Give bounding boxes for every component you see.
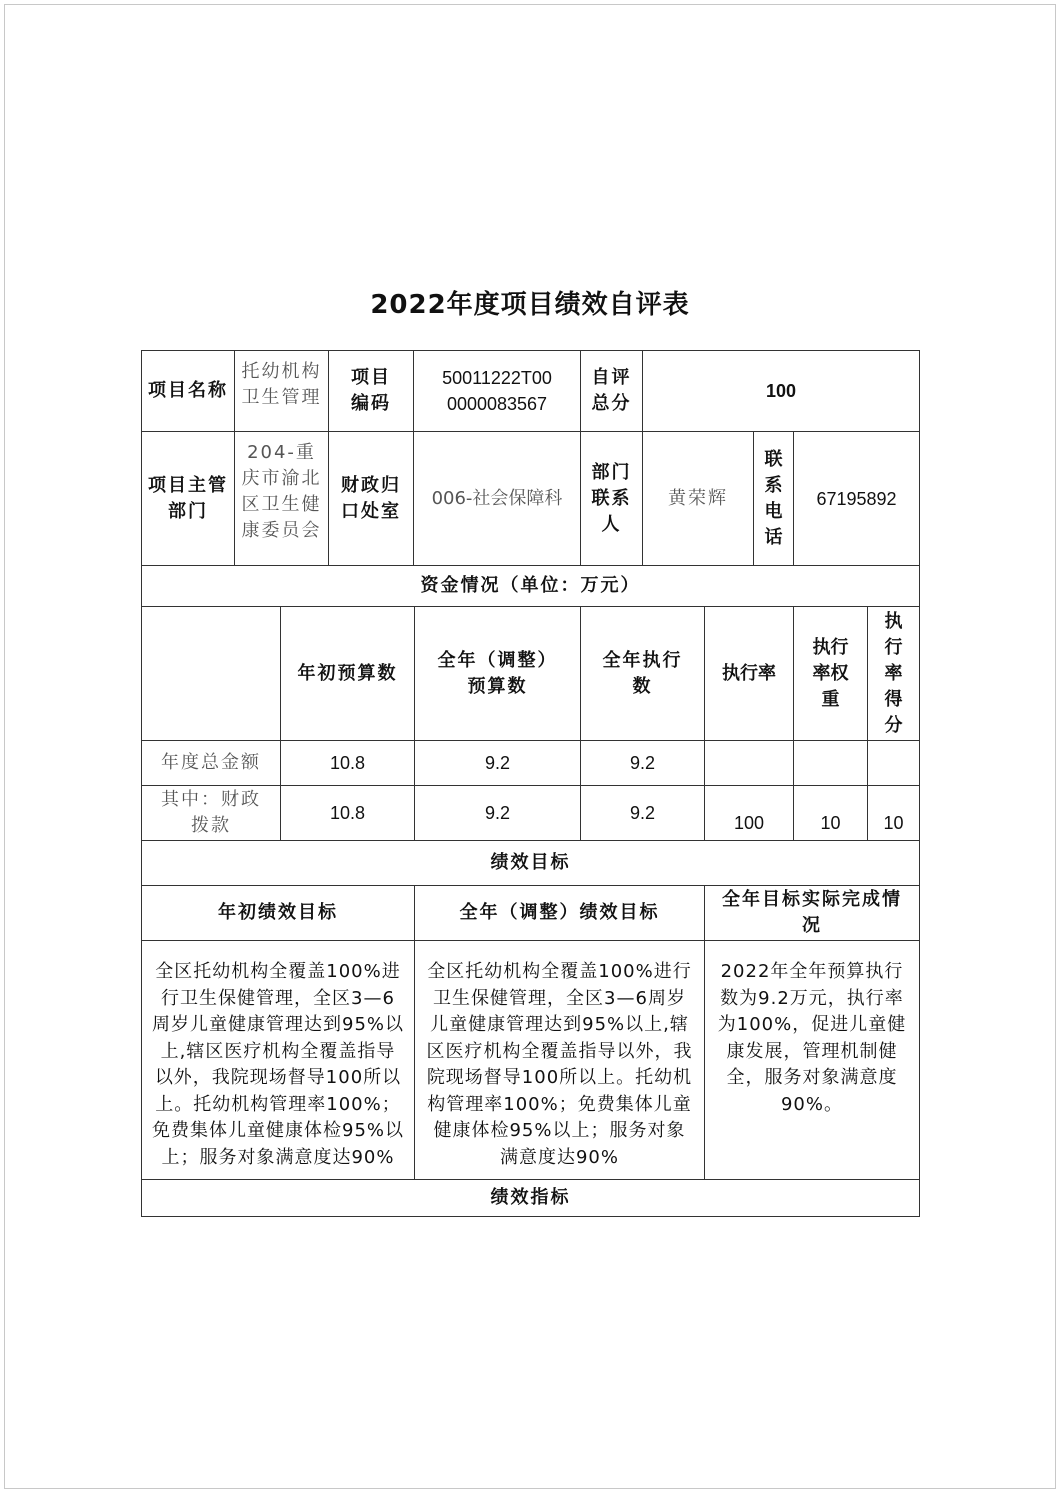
funds-row-initial: 10.8	[280, 740, 415, 786]
funds-row-adjusted: 9.2	[414, 740, 581, 786]
self-score-label: 自评总分	[580, 350, 643, 432]
project-name-label: 项目名称	[141, 350, 235, 432]
funds-section-title: 资金情况（单位：万元）	[141, 565, 920, 607]
self-score-value: 100	[642, 350, 920, 432]
goals-col-initial: 年初绩效目标	[141, 885, 415, 941]
funds-col-initial: 年初预算数	[280, 606, 415, 741]
dept-label: 项目主管部门	[141, 431, 235, 566]
funds-col-score: 执行率得分	[867, 606, 920, 741]
funds-col-adjusted: 全年（调整）预算数	[414, 606, 581, 741]
contact-label: 部门联系人	[580, 431, 643, 566]
funds-row-weight: 10	[793, 785, 868, 841]
indicators-section-title: 绩效指标	[141, 1179, 920, 1217]
funds-row-score: 10	[867, 785, 920, 841]
funds-col-executed: 全年执行数	[580, 606, 705, 741]
goals-actual-text: 2022年全年预算执行数为9.2万元，执行率为100%，促进儿童健康发展，管理机制健全，服务对象满意度90%。	[704, 940, 920, 1180]
phone-label: 联系电话	[753, 431, 794, 566]
project-code-label: 项目编码	[328, 350, 414, 432]
goals-col-actual: 全年目标实际完成情况	[704, 885, 920, 941]
phone-value: 67195892	[793, 431, 920, 566]
funds-col-weight: 执行率权重	[793, 606, 868, 741]
finance-value: 006-社会保障科	[413, 431, 581, 566]
funds-row-score	[867, 740, 920, 786]
funds-row-adjusted: 9.2	[414, 785, 581, 841]
contact-value: 黄荣辉	[642, 431, 754, 566]
funds-row-rate	[704, 740, 794, 786]
goals-initial-text: 全区托幼机构全覆盖100%进行卫生保健管理，全区3—6周岁儿童健康管理达到95%以上,辖区医疗机构全覆盖指导以外，我院现场督导100所以上。托幼机构管理率100%；免费集体儿童健康体检95%以上；服务对象满意度达90%	[141, 940, 415, 1180]
project-name-value: 托幼机构卫生管理	[234, 350, 329, 432]
funds-row-rate: 100	[704, 785, 794, 841]
funds-header-blank	[141, 606, 281, 741]
funds-col-rate: 执行率	[704, 606, 794, 741]
goals-section-title: 绩效目标	[141, 840, 920, 886]
funds-row-label: 年度总金额	[141, 740, 281, 786]
funds-row-executed: 9.2	[580, 740, 705, 786]
funds-row-weight	[793, 740, 868, 786]
funds-row-executed: 9.2	[580, 785, 705, 841]
goals-col-adjusted: 全年（调整）绩效目标	[414, 885, 705, 941]
project-code-value: 50011222T000000083567	[413, 350, 581, 432]
document-title: 2022年度项目绩效自评表	[370, 290, 690, 320]
dept-value: 204-重庆市渝北区卫生健康委员会	[234, 431, 329, 566]
funds-row-label: 其中：财政拨款	[141, 785, 281, 841]
goals-adjusted-text: 全区托幼机构全覆盖100%进行卫生保健管理，全区3—6周岁儿童健康管理达到95%以上,辖区医疗机构全覆盖指导以外，我院现场督导100所以上。托幼机构管理率100%；免费集体儿童健康体检95%以上；服务对象满意度达90%	[414, 940, 705, 1180]
finance-label: 财政归口处室	[328, 431, 414, 566]
funds-row-initial: 10.8	[280, 785, 415, 841]
